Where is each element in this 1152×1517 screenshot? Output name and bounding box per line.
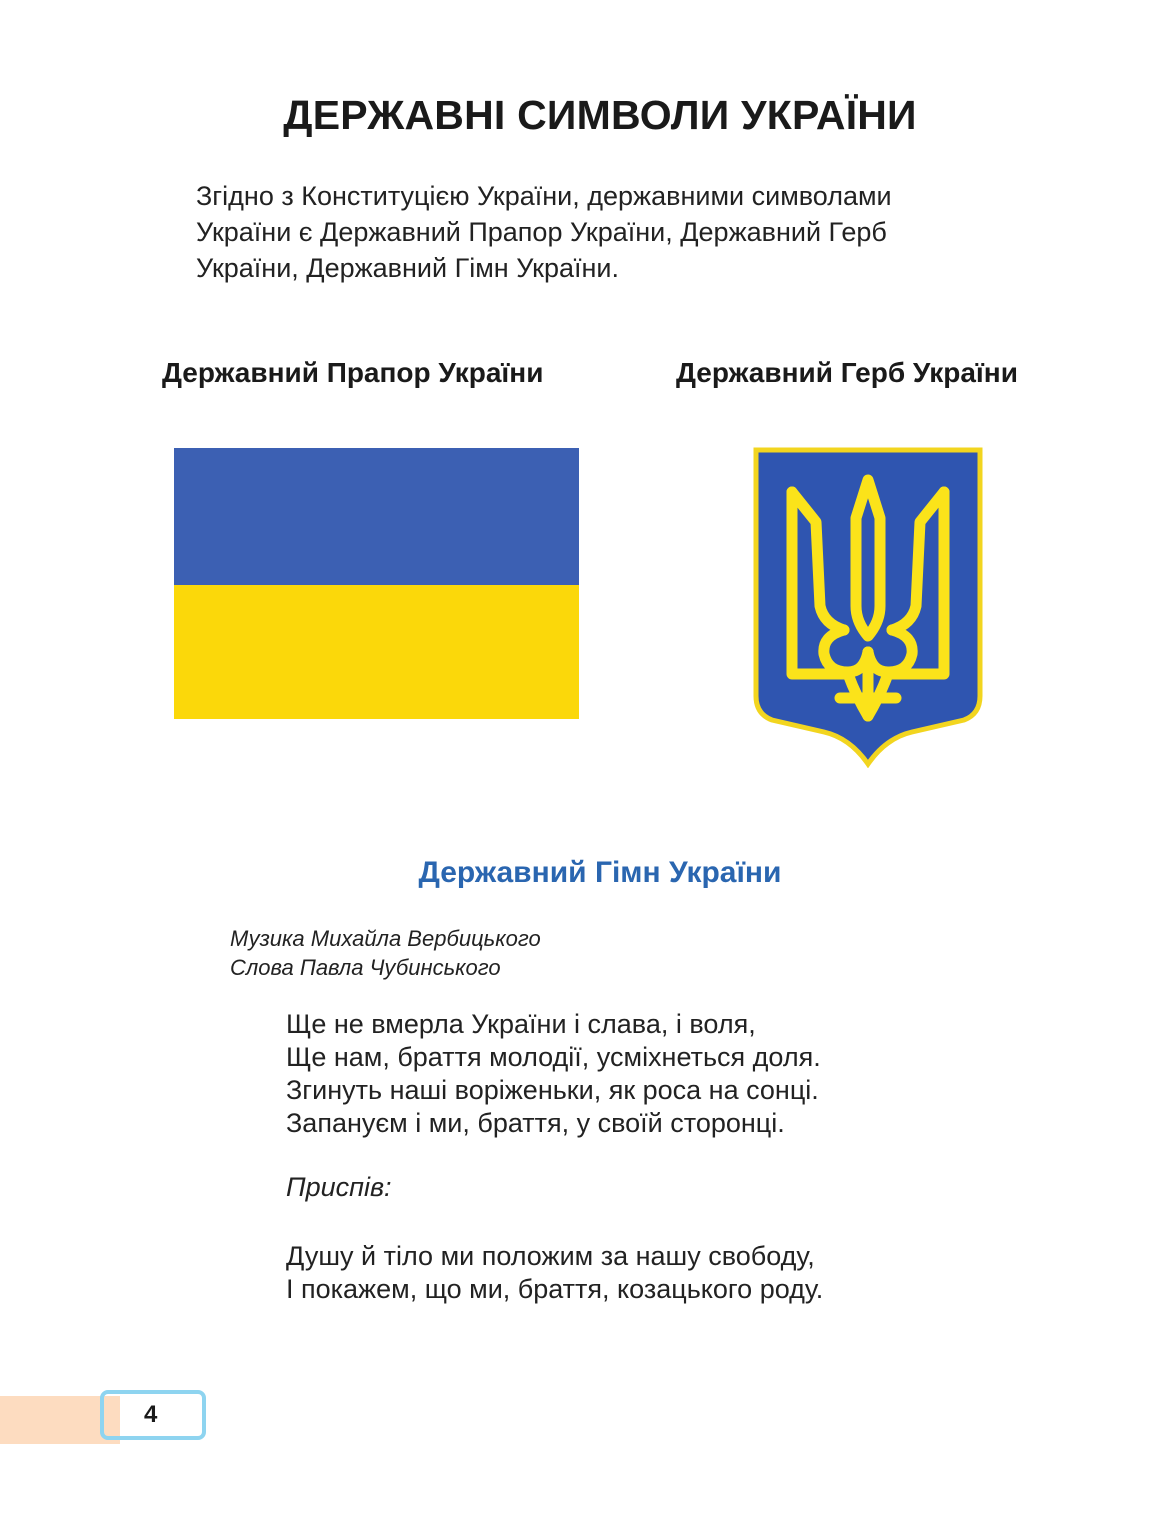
words-credit: Слова Павла Чубинського <box>230 955 501 980</box>
intro-line: Згідно з Конституцією України, державними символами <box>196 181 892 211</box>
page-number: 4 <box>144 1401 158 1428</box>
verse-line: Згинуть наші воріженьки, як роса на сонці. <box>286 1075 819 1105</box>
anthem-title: Державний Гімн України <box>418 856 782 889</box>
flag-caption: Державний Прапор України <box>162 357 544 388</box>
verse-line: Запануєм і ми, браття, у своїй сторонці. <box>286 1108 785 1138</box>
coat-of-arms-caption: Державний Герб України <box>676 357 1018 388</box>
chorus-line: І покажем, що ми, браття, козацького роду. <box>286 1274 824 1304</box>
chorus-label: Приспів: <box>286 1172 392 1202</box>
intro-paragraph <box>196 178 1026 286</box>
verse-line: Ще нам, браття молодії, усміхнеться доля. <box>286 1042 821 1072</box>
anthem-chorus <box>286 1240 823 1306</box>
intro-line: України, Державний Гімн України. <box>196 253 619 283</box>
chorus-line: Душу й тіло ми положим за нашу свободу, <box>286 1241 815 1271</box>
intro-line: України є Державний Прапор України, Державний Герб <box>196 217 887 247</box>
anthem-verse <box>286 1008 821 1140</box>
ukraine-flag <box>174 448 579 719</box>
music-credit: Музика Михайла Вербицького <box>230 926 541 951</box>
coat-of-arms-trident-icon <box>752 446 984 768</box>
page-title: ДЕРЖАВНІ СИМВОЛИ УКРАЇНИ <box>283 92 917 138</box>
flag-blue-stripe <box>174 448 579 585</box>
verse-line: Ще не вмерла України і слава, і воля, <box>286 1009 756 1039</box>
flag-yellow-stripe <box>174 585 579 719</box>
